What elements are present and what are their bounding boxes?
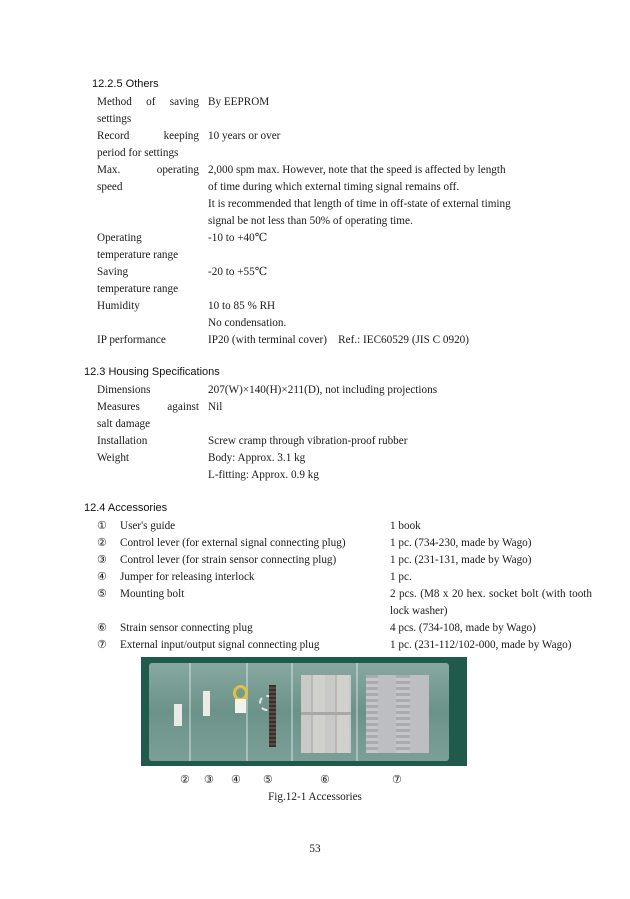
bag-crease <box>189 663 191 761</box>
bag-crease <box>356 663 358 761</box>
spec-value: -20 to +55℃ <box>208 266 268 278</box>
spec-label: Max. operating <box>97 164 199 176</box>
spec-label: Measures against <box>97 401 199 413</box>
jumper-body-image <box>235 699 246 713</box>
control-lever-strain-image <box>203 691 210 716</box>
section-heading-accessories: 12.4 Accessories <box>84 502 168 514</box>
control-lever-external-image <box>174 704 182 726</box>
spec-label-cont: speed <box>97 181 123 193</box>
page-number: 53 <box>309 843 321 855</box>
spec-label: Weight <box>97 452 130 464</box>
item-name: User's guide <box>120 520 176 532</box>
item-name: Strain sensor connecting plug <box>120 622 253 634</box>
spec-value: Body: Approx. 3.1 kg <box>208 452 306 464</box>
spec-label: Operating <box>97 232 142 244</box>
figure-marker: ② <box>180 774 191 786</box>
io-signal-plug-image <box>366 675 429 753</box>
item-name: External input/output signal connecting plug <box>120 639 320 651</box>
spec-label: Dimensions <box>97 384 151 396</box>
item-number: ② <box>97 537 108 549</box>
spec-value: signal be not less than 50% of operating time. <box>208 215 413 227</box>
figure-marker: ⑤ <box>263 774 274 786</box>
spec-value: L-fitting: Approx. 0.9 kg <box>208 469 319 481</box>
bag-crease <box>291 663 293 761</box>
item-number: ⑤ <box>97 588 108 600</box>
spec-label-cont: period for settings <box>97 147 179 159</box>
figure-caption: Fig.12-1 Accessories <box>268 791 362 803</box>
item-quantity: 4 pcs. (734-108, made by Wago) <box>390 622 536 634</box>
spec-value: It is recommended that length of time in off-state of external timing <box>208 198 511 210</box>
spec-value: Screw cramp through vibration-proof rubber <box>208 435 408 447</box>
spec-label: Record keeping <box>97 130 199 142</box>
item-name: Control lever (for strain sensor connecting plug) <box>120 554 337 566</box>
item-number: ① <box>97 520 108 532</box>
spec-value: 10 to 85 % RH <box>208 300 276 312</box>
item-number: ④ <box>97 571 108 583</box>
item-quantity: 1 pc. (231-112/102-000, made by Wago) <box>390 639 572 651</box>
accessories-photo <box>141 657 467 766</box>
spec-value: IP20 (with terminal cover) Ref.: IEC60529 (JIS C 0920) <box>208 334 469 346</box>
figure-marker: ⑥ <box>320 774 331 786</box>
strain-sensor-plug-image <box>301 675 351 753</box>
spec-label: Humidity <box>97 300 140 312</box>
spec-value: -10 to +40℃ <box>208 232 268 244</box>
section-heading-housing: 12.3 Housing Specifications <box>84 366 220 378</box>
spec-value: Nil <box>208 401 223 413</box>
item-quantity: 1 pc. <box>390 571 412 583</box>
spec-value: By EEPROM <box>208 96 270 108</box>
spec-label-cont: settings <box>97 113 132 125</box>
spec-label-cont: temperature range <box>97 283 179 295</box>
mounting-bolt-image <box>269 685 276 747</box>
item-quantity: 2 pcs. (M8 x 20 hex. socket bolt (with tooth lock washer) <box>390 588 592 617</box>
figure-marker: ④ <box>231 774 242 786</box>
spec-label: Saving <box>97 266 129 278</box>
section-heading-others: 12.2.5 Others <box>92 78 159 90</box>
item-quantity: 1 book <box>390 520 421 532</box>
item-quantity: 1 pc. (734-230, made by Wago) <box>390 537 532 549</box>
spec-value: 207(W)×140(H)×211(D), not including projections <box>208 384 438 396</box>
item-name: Control lever (for external signal connecting plug) <box>120 537 346 549</box>
item-number: ⑦ <box>97 639 108 651</box>
spec-label: Method of saving <box>97 96 199 108</box>
spec-label-cont: temperature range <box>97 249 179 261</box>
figure-marker: ③ <box>204 774 215 786</box>
spec-label-cont: salt damage <box>97 418 151 430</box>
item-quantity: 1 pc. (231-131, made by Wago) <box>390 554 532 566</box>
bag-crease <box>246 663 248 761</box>
item-name: Jumper for releasing interlock <box>120 571 255 583</box>
figure-marker: ⑦ <box>392 774 403 786</box>
spec-value: No condensation. <box>208 317 287 329</box>
spec-value: of time during which external timing signal remains off. <box>208 181 460 193</box>
spec-label: Installation <box>97 435 148 447</box>
spec-label: IP performance <box>97 334 166 346</box>
item-number: ③ <box>97 554 108 566</box>
item-name: Mounting bolt <box>120 588 185 600</box>
spec-value: 10 years or over <box>208 130 281 142</box>
item-number: ⑥ <box>97 622 108 634</box>
spec-value: 2,000 spm max. However, note that the speed is affected by length <box>208 164 506 176</box>
